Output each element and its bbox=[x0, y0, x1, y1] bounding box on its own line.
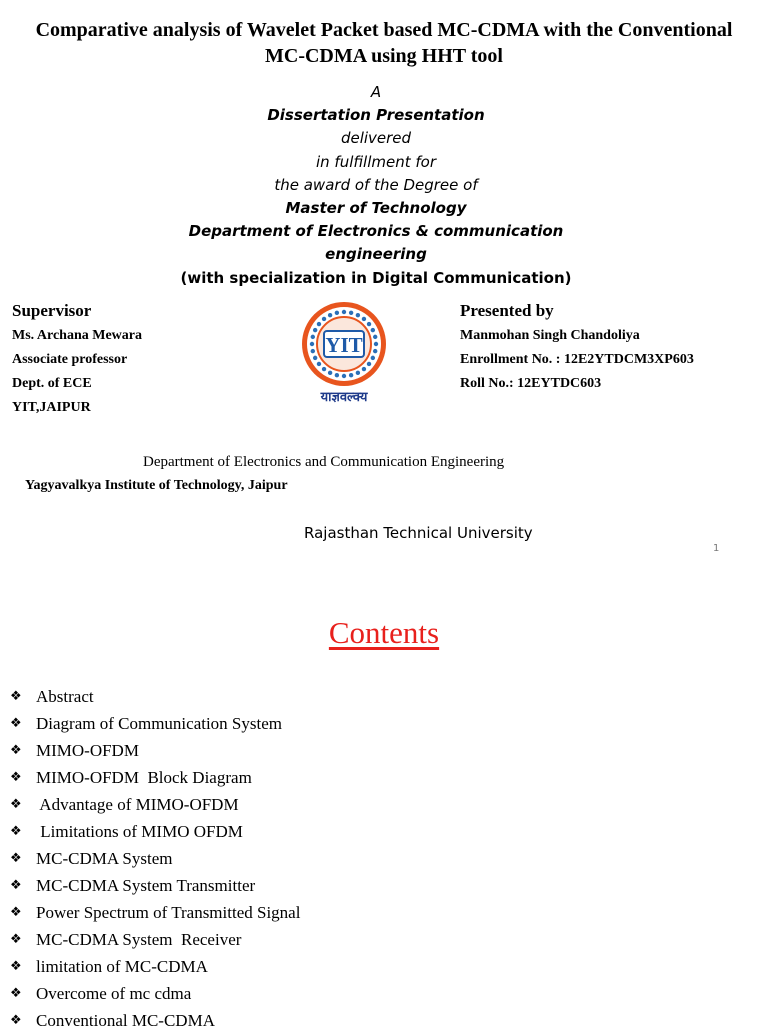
contents-item-label: Power Spectrum of Transmitted Signal bbox=[36, 903, 301, 922]
page-number: 1 bbox=[713, 543, 720, 554]
contents-item bbox=[10, 737, 300, 764]
contents-item-label: MIMO-OFDM Block Diagram bbox=[36, 768, 252, 787]
contents-item-label: Abstract bbox=[36, 687, 94, 706]
diamond-bullet-icon: ❖ bbox=[10, 824, 22, 839]
intro-a: A bbox=[370, 83, 382, 101]
contents-item-label: Overcome of mc cdma bbox=[36, 984, 192, 1003]
presenter-roll: Roll No.: 12EYTDC603 bbox=[460, 376, 602, 391]
contents-title: Contents bbox=[328, 615, 440, 650]
intro-engineering: engineering bbox=[325, 245, 427, 264]
yit-logo bbox=[288, 298, 400, 406]
logo-text: YIT bbox=[325, 333, 363, 357]
yit-logo-icon bbox=[288, 298, 400, 406]
contents-item bbox=[10, 1007, 300, 1034]
contents-item-label: Conventional MC-CDMA bbox=[36, 1011, 215, 1030]
supervisor-institute: YIT,JAIPUR bbox=[12, 400, 91, 415]
contents-slide bbox=[0, 565, 768, 1030]
contents-item-label: Limitations of MIMO OFDM bbox=[36, 822, 243, 841]
diamond-bullet-icon: ❖ bbox=[10, 986, 22, 1001]
intro-award: the award of the Degree of bbox=[274, 175, 478, 194]
presenter-heading: Presented by bbox=[460, 301, 554, 320]
supervisor-name: Ms. Archana Mewara bbox=[12, 328, 142, 343]
contents-item bbox=[10, 683, 300, 710]
presenter-enrollment: Enrollment No. : 12E2YTDCM3XP603 bbox=[460, 352, 694, 367]
contents-item bbox=[10, 872, 300, 899]
supervisor-heading: Supervisor bbox=[12, 301, 92, 320]
presenter-name: Manmohan Singh Chandoliya bbox=[460, 328, 640, 343]
contents-item bbox=[10, 899, 300, 926]
contents-item-label: limitation of MC-CDMA bbox=[36, 957, 208, 976]
supervisor-block bbox=[12, 300, 142, 420]
supervisor-dept: Dept. of ECE bbox=[12, 376, 92, 391]
contents-item bbox=[10, 953, 300, 980]
presenter-block bbox=[460, 300, 694, 396]
intro-dissertation: Dissertation Presentation bbox=[267, 106, 485, 125]
intro-fulfillment: in fulfillment for bbox=[315, 152, 437, 171]
diamond-bullet-icon: ❖ bbox=[10, 932, 22, 947]
logo-caption: याज्ञवल्क्य bbox=[320, 390, 368, 405]
supervisor-designation: Associate professor bbox=[12, 352, 128, 367]
diamond-bullet-icon: ❖ bbox=[10, 851, 22, 866]
diamond-bullet-icon: ❖ bbox=[10, 905, 22, 920]
contents-item bbox=[10, 764, 300, 791]
contents-item-label: MC-CDMA System Receiver bbox=[36, 930, 242, 949]
contents-item-label: Diagram of Communication System bbox=[36, 714, 282, 733]
intro-department: Department of Electronics & communication bbox=[188, 222, 564, 241]
university-name: Rajasthan Technical University bbox=[304, 524, 533, 542]
contents-item bbox=[10, 926, 300, 953]
contents-item-label: MC-CDMA System bbox=[36, 849, 173, 868]
contents-list bbox=[10, 683, 300, 1034]
contents-item bbox=[10, 710, 300, 737]
contents-item bbox=[10, 980, 300, 1007]
diamond-bullet-icon: ❖ bbox=[10, 1013, 22, 1028]
department-full: Department of Electronics and Communication Engineering bbox=[143, 454, 505, 470]
dissertation-intro bbox=[0, 81, 752, 290]
diamond-bullet-icon: ❖ bbox=[10, 743, 22, 758]
contents-item-label: MC-CDMA System Transmitter bbox=[36, 876, 256, 895]
contents-item bbox=[10, 818, 300, 845]
diamond-bullet-icon: ❖ bbox=[10, 689, 22, 704]
diamond-bullet-icon: ❖ bbox=[10, 770, 22, 785]
intro-delivered: delivered bbox=[340, 129, 412, 148]
diamond-bullet-icon: ❖ bbox=[10, 797, 22, 812]
contents-item-label: MIMO-OFDM bbox=[36, 741, 139, 760]
title-line: Comparative analysis of Wavelet Packet based MC-CDMA with the Conventional bbox=[35, 19, 733, 41]
intro-specialization: (with specialization in Digital Communication) bbox=[180, 268, 572, 287]
title-line: MC-CDMA using HHT tool bbox=[265, 45, 503, 67]
diamond-bullet-icon: ❖ bbox=[10, 878, 22, 893]
diamond-bullet-icon: ❖ bbox=[10, 959, 22, 974]
contents-item bbox=[10, 791, 300, 818]
presentation-title bbox=[0, 17, 768, 69]
contents-item-label: Advantage of MIMO-OFDM bbox=[36, 795, 239, 814]
diamond-bullet-icon: ❖ bbox=[10, 716, 22, 731]
contents-item bbox=[10, 845, 300, 872]
institute-full: Yagyavalkya Institute of Technology, Jaipur bbox=[25, 478, 288, 493]
intro-degree: Master of Technology bbox=[285, 199, 467, 218]
